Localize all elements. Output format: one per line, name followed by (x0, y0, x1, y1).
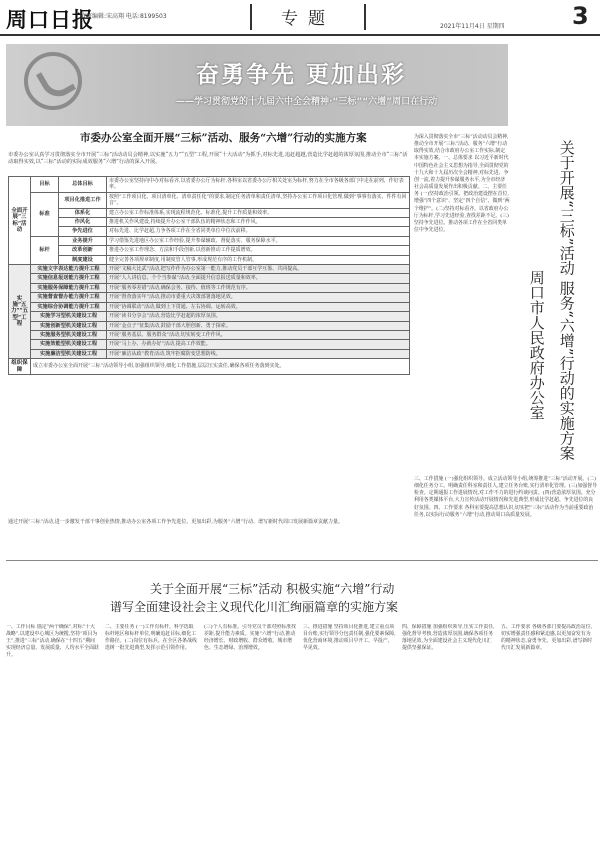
table-row (9, 246, 410, 255)
table-row (9, 274, 410, 283)
table-group-label: 组织保障 (9, 359, 31, 375)
table-cell: 标杆 (31, 236, 59, 264)
table-cell: 开展“服务零差错”活动,确保会务、接待、值班等工作规范有序。 (107, 283, 410, 292)
table-cell: 实施综合协调能力提升工程 (31, 302, 107, 311)
table-group-label: 全面开展“三标”活动 (9, 177, 31, 265)
table-cell: 推进办公室工作理念、方法和手段创新,以创新推动工作提质增效。 (107, 246, 410, 255)
table-cell: 开展“文稿大比武”活动,把写作作为办公室第一能力,推动党员干部互学互鉴、共同提高。 (107, 265, 410, 274)
article2-column: 三、推进措施 坚持项目化推进,建立重点项目台账,实行领导分包责任制,强化要素保障,优化营商环境,推动项目早开工、早投产、早见效。 (303, 624, 396, 652)
table-cell: 开展“人人讲信息、个个当参谋”活动,全面提升信息报送质量和效率。 (107, 274, 410, 283)
table-cell: 开展“协调联动”活动,做到上下贯通、左右协调、运转高效。 (107, 302, 410, 311)
newspaper-logo: 周口日报 (6, 7, 94, 32)
table-cell: 市委办公室坚持向中办对标看齐,以省委办公厅为标杆,各科室以省委办公厅相关处室为标杆,努力在全市各级各部门中走在前列、作好表率。 (107, 177, 410, 193)
table-cell: 开展“廉洁从政”教育活动,筑牢拒腐防变思想防线。 (107, 349, 410, 358)
table-cell: 实施学习型机关建设工程 (31, 312, 107, 321)
table-row (9, 330, 410, 339)
table-cell: 实施效能型机关建设工程 (31, 340, 107, 349)
issue-date: 2021年11月4日 星期四 (440, 23, 505, 30)
table-cell: 作风化 (59, 218, 107, 227)
header-banner (6, 44, 508, 126)
table-row (9, 255, 410, 264)
table-cell: 改革创新 (59, 246, 107, 255)
table-cell: 实施廉洁型机关建设工程 (31, 349, 107, 358)
table-cell: 推进机关作风建设,持续提升办公室干部队伍的精神状态和工作作风。 (107, 218, 410, 227)
table-row (9, 359, 410, 375)
table-row (9, 321, 410, 330)
article2-title-line2: 谱写全面建设社会主义现代化川汇绚丽篇章的实施方案 (110, 600, 399, 614)
table-cell: 开展“服务基层、服务群众”活动,切实转变工作作风。 (107, 330, 410, 339)
table-cell: 按照“工作项目化、项目清单化、清单责任化”的要求,制定任务清单和责任清单,坚持办公室工作项目化管理,做到“事事有落实、件件有回音”。 (107, 192, 410, 208)
table-cell: 项目化推进工作 (59, 192, 107, 208)
right-column-text: 为深入贯彻落实全市“三标”活动动员会精神,推动全市开展“三标”活动、服务“六增”行动取得实效,结合市政府办公室工作实际,制定本实施方案。一、总体要求 以习近平新时代中国特色社会主义思想为指导,全面贯彻党的十九大和十九届历次全会精神,对标先进、争创一流,着力提升参谋服务水平,为全市经济社会高质量发展作出积极贡献。二、主要任务 (一)坚持政治引领。把政治建设摆在首位,增强“四个意识”、坚定“四个自信”、做到“两个维护”。(二)坚持对标看齐。以省政府办公厅为标杆,学习先进经验,查找差距不足。(三)坚持争先进位。推动各项工作在全省同类单位中争先进位。 (414, 134, 510, 234)
table-cell: 实施服务型机关建设工程 (31, 330, 107, 339)
table-cell: 实施信息报送能力提升工程 (31, 274, 107, 283)
party-emblem-icon (24, 52, 82, 110)
right-column-text-lower: 三、工作措施 (一)强化组织领导。成立活动领导小组,统筹推进“三标”活动开展。(二)细化任务分工。明确责任科室和责任人,建立任务台账,实行清单化管理。(三)加强督导检查。定期通报工作进展情况,对工作不力的进行约谈问责。(四)营造浓厚氛围。充分利用各类媒体平台,大力宣传活动开展情况和先进典型,形成比学赶超、争先进位的良好氛围。四、工作要求 各科室要提高思想认识,切实把“三标”活动作为当前重要政治任务,以实际行动服务“六增”行动,推动周口高质量发展。 (414, 476, 597, 518)
vertical-article-title (508, 140, 598, 470)
table-row (9, 218, 410, 227)
page-number: 3 (572, 2, 589, 30)
table-cell: 开展“马上办、办就办好”活动,提高工作效能。 (107, 340, 410, 349)
article-intro: 市委办公室认真学习贯彻落实全市开展“三标”活动动员会精神,以实施“五力”“五型”工程,开展“十大活动”为抓手,对标先进,追赶超越,营造比学赶超的浓厚氛围,推动全市“三标”活动取得实效,以“三标”活动的实际成效服务“六增”行动的深入开展。 (8, 152, 408, 166)
article-footer: 通过开展“三标”活动,进一步激发干部干事创业热情,推动办公室各项工作争先进位、更加出彩,为服务“六增”行动、谱写新时代周口发展新篇章贡献力量。 (8, 519, 344, 525)
table-row (9, 293, 410, 302)
article2-column: 四、保障措施 加强组织领导,压实工作责任,强化督导考核,营造浓厚氛围,确保各项任务落地见效,为全面建设社会主义现代化川汇提供坚强保证。 (402, 624, 495, 652)
article2-column: 二、主要任务 (一)工作有标杆。科学选取标杆地区和标杆单位,明确追赶目标,细化工作路径。(二)岗位有标兵。在全区各条战线选树一批先进典型,发挥示范引领作用。 (105, 624, 197, 652)
table-cell: 制度建设 (59, 255, 107, 264)
table-row (9, 236, 410, 245)
table-cell: 实施创新型机关建设工程 (31, 321, 107, 330)
table-row (9, 192, 410, 208)
table-cell: 体系化 (59, 208, 107, 217)
table-row (9, 208, 410, 217)
table-cell: 实施督查督办能力提升工程 (31, 293, 107, 302)
table-cell: 开展“督查落实年”活动,推动市委重大决策部署落地见效。 (107, 293, 410, 302)
banner-title: 奋勇争先 更加出彩 (196, 62, 407, 88)
table-row (9, 177, 410, 193)
table-cell: 对标先进、比学赶超,力争各项工作在全省同类单位中位次前移。 (107, 227, 410, 236)
table-cell: 标准 (31, 192, 59, 236)
table-group-label: 实施“五力”“五型”工程 (9, 265, 31, 359)
table-cell: 健全完善各项规章制度,用制度管人管事,形成规范有序的工作机制。 (107, 255, 410, 264)
vertical-title-line2: 周口市人民政府办公室 (527, 270, 546, 420)
table-row (9, 349, 410, 358)
table-row (9, 302, 410, 311)
section-name: 专题 (281, 9, 335, 29)
banner-subtitle: ——学习贯彻党的十九届六中全会精神·“三标”“六增”周口在行动 (176, 97, 438, 107)
article-title: 市委办公室全面开展“三标”活动、服务“六增”行动的实施方案 (80, 132, 367, 144)
divider (364, 4, 366, 30)
table-cell: 争先进位 (59, 227, 107, 236)
table-cell: 开展“读书分享会”活动,营造比学赶超的浓厚氛围。 (107, 312, 410, 321)
table-cell: 学习借鉴先进地区办公室工作经验,提升参谋辅政、督促落实、服务保障水平。 (107, 236, 410, 245)
table-cell: 业务提升 (59, 236, 107, 245)
article2-column: 一、工作目标 锚定“两个确保”,对标“十大战略”,以建设中心城区为统揽,坚持“项目为王”,推进“三标”活动,确保在“十四五”期间实现经济总量、发展质量、人均水平全面跃升。 (6, 624, 99, 659)
table-row (9, 312, 410, 321)
editor-info: 值班编辑:宋高翔 电话:8199503 (80, 13, 167, 20)
table-row (9, 283, 410, 292)
table-cell: 实施文字表达能力提升工程 (31, 265, 107, 274)
table-cell: 总体目标 (59, 177, 107, 193)
table-row (9, 265, 410, 274)
table-cell: 成立市委办公室全面开展“三标”活动领导小组,加强组织领导,细化工作措施,层层压实责任,确保各项任务落到实处。 (31, 359, 410, 375)
table-cell: 实施服务保障能力提升工程 (31, 283, 107, 292)
article2-column: (三)个人有标准。引导党员干部对照标准找差距,提升能力素质。实施“六增”行动,推动经济增长、财政增收、群众增收、城市增色、生态增绿、治理增效。 (204, 624, 296, 652)
vertical-title-line1: 关于开展“三标”活动 服务“六增”行动的实施方案 (557, 140, 576, 461)
table-cell: 开展“金点子”征集活动,鼓励干部大胆创新、勇于探索。 (107, 321, 410, 330)
table-cell: 目标 (31, 177, 59, 193)
table-row (9, 227, 410, 236)
plan-table (8, 176, 410, 375)
section-divider (6, 560, 598, 561)
article2-body (6, 624, 598, 846)
table-cell: 建立办公室工作标准体系,实现流程规范化、标准化,提升工作质量和效率。 (107, 208, 410, 217)
masthead (0, 0, 600, 36)
divider (250, 4, 252, 30)
article2-column: 五、工作要求 各级各部门要提高政治站位,切实增强责任感和紧迫感,以更加奋发有为的精神状态,奋勇争先、更加出彩,谱写新时代川汇发展新篇章。 (501, 624, 593, 652)
table-row (9, 340, 410, 349)
article2-title-line1: 关于全面开展“三标”活动 积极实施“六增”行动 (150, 582, 395, 596)
